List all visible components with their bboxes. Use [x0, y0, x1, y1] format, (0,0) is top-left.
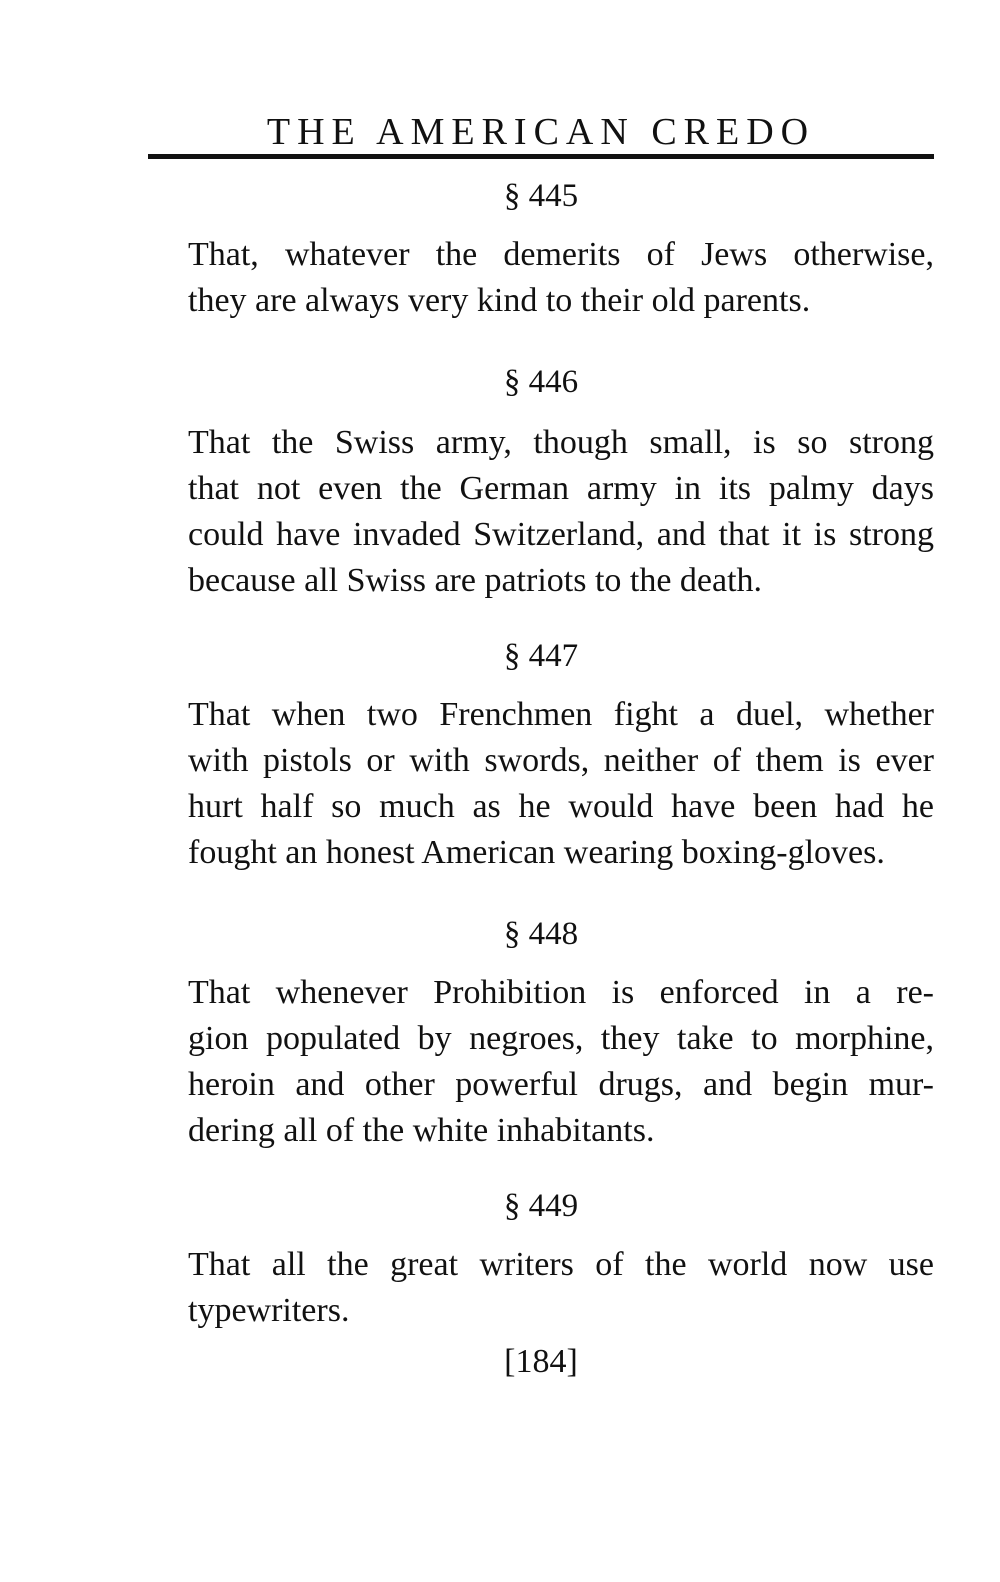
- text-line: could have invaded Switzerland, and that it is strong: [188, 516, 934, 553]
- text-line: with pistols or with swords, neither of them is ever: [188, 742, 934, 779]
- text-line: they are always very kind to their old parents.: [188, 282, 811, 319]
- text-line: That the Swiss army, though small, is so strong: [188, 424, 934, 461]
- text-line: hurt half so much as he would have been had he: [188, 788, 934, 825]
- running-head: THE AMERICAN CREDO: [266, 111, 816, 153]
- text-line: typewriters.: [188, 1292, 350, 1329]
- section-number-447: § 447: [503, 638, 579, 674]
- section-number-445: § 445: [503, 178, 579, 214]
- section-445-text: [148, 232, 934, 324]
- text-line: that not even the German army in its palmy days: [188, 470, 934, 507]
- section-447-text: [148, 692, 934, 876]
- section-448-text: [148, 970, 934, 1154]
- text-line: gion populated by negroes, they take to morphine,: [188, 1020, 934, 1057]
- text-line: That, whatever the demerits of Jews otherwise,: [188, 236, 934, 273]
- text-line: fought an honest American wearing boxing-gloves.: [188, 834, 885, 871]
- section-449-text: [148, 1242, 934, 1334]
- text-line: That when two Frenchmen fight a duel, whether: [188, 696, 934, 733]
- text-line: dering all of the white inhabitants.: [188, 1112, 655, 1149]
- section-number-449: § 449: [503, 1188, 579, 1224]
- section-446-text: [148, 420, 934, 604]
- page-number: [184]: [504, 1343, 578, 1380]
- header-rule: [148, 154, 934, 159]
- section-number-448: § 448: [503, 916, 579, 952]
- section-number-446: § 446: [503, 364, 579, 400]
- text-line: because all Swiss are patriots to the death.: [188, 562, 763, 599]
- text-line: That all the great writers of the world now use: [188, 1246, 934, 1283]
- text-line: That whenever Prohibition is enforced in a re-: [188, 974, 934, 1011]
- text-line: heroin and other powerful drugs, and begin mur-: [188, 1066, 934, 1103]
